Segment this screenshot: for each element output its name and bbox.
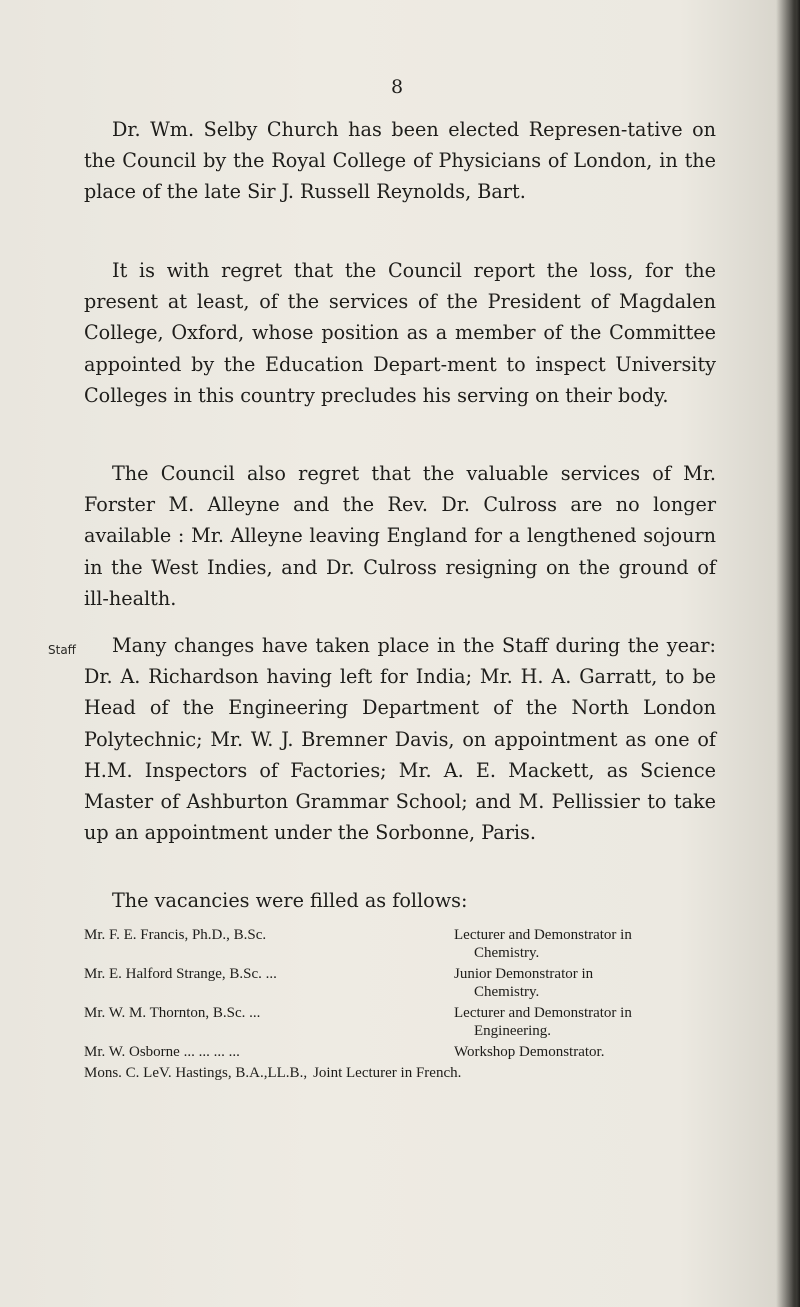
appointment-row	[84, 1004, 724, 1040]
appointee-name: Mr. E. Halford Strange, B.Sc. ...	[84, 966, 277, 982]
role-line-1: Workshop Demonstrator.	[454, 1044, 605, 1060]
role-line-2: Engineering.	[474, 1023, 552, 1039]
role-line-2: Chemistry.	[474, 945, 540, 961]
appointment-role	[454, 1004, 724, 1040]
page-edge-shadow	[792, 0, 800, 1307]
appointment-role	[454, 965, 724, 1001]
page-number: 8	[391, 76, 404, 98]
margin-note-staff: Staff	[48, 643, 76, 657]
role-line-2: Chemistry.	[474, 984, 540, 1000]
appointee-name: Mons. C. LeV. Hastings, B.A.,LL.B.,	[84, 1065, 308, 1081]
role-line-1: Lecturer and Demonstrator in	[454, 1005, 632, 1021]
role-line-1: Joint Lecturer in French.	[313, 1065, 462, 1081]
appointment-role	[307, 1064, 724, 1082]
appointment-row	[84, 965, 724, 1001]
appointment-role	[454, 1043, 724, 1061]
appointment-role	[454, 926, 724, 962]
role-line-1: Junior Demonstrator in	[454, 966, 594, 982]
appointment-row	[84, 1064, 724, 1082]
appointments-list	[84, 926, 724, 1085]
paragraph-alleyne-culross: The Council also regret that the valuable services of Mr. Forster M. Alleyne and the Rev. Dr. Culross are no longer available : Mr. Alleyne leaving England for a lengthened sojourn in the West Indies, and Dr. Culross resigning on the ground of ill-health.	[84, 462, 716, 610]
role-line-1: Lecturer and Demonstrator in	[454, 927, 632, 943]
appointment-row	[84, 926, 724, 962]
appointment-row	[84, 1043, 724, 1061]
appointee-name: Mr. F. E. Francis, Ph.D., B.Sc.	[84, 927, 267, 943]
appointee-name: Mr. W. M. Thornton, B.Sc. ...	[84, 1005, 261, 1021]
appointee-name: Mr. W. Osborne ... ... ... ...	[84, 1044, 240, 1060]
paragraph-church-election: Dr. Wm. Selby Church has been elected Represen-tative on the Council by the Royal College of Physicians of London, in the place of the late Sir J. Russell Reynolds, Bart.	[84, 118, 716, 204]
paragraph-vacancies-intro: The vacancies were filled as follows:	[112, 889, 468, 912]
paragraph-magdalen-president: It is with regret that the Council report the loss, for the present at least, of the services of the President of Magdalen College, Oxford, whose position as a member of the Committee appointed by the Education Depart-ment to inspect University Colleges in this country precludes his serving on their body.	[84, 259, 716, 407]
paragraph-staff-changes: Many changes have taken place in the Staff during the year: Dr. A. Richardson having left for India; Mr. H. A. Garratt, to be Head of the Engineering Department of the North London Polytechnic; Mr. W. J. Bremner Davis, on appointment as one of H.M. Inspectors of Factories; Mr. A. E. Mackett, as Science Master of Ashburton Grammar School; and M. Pellissier to take up an appointment under the Sorbonne, Paris.	[84, 634, 716, 845]
